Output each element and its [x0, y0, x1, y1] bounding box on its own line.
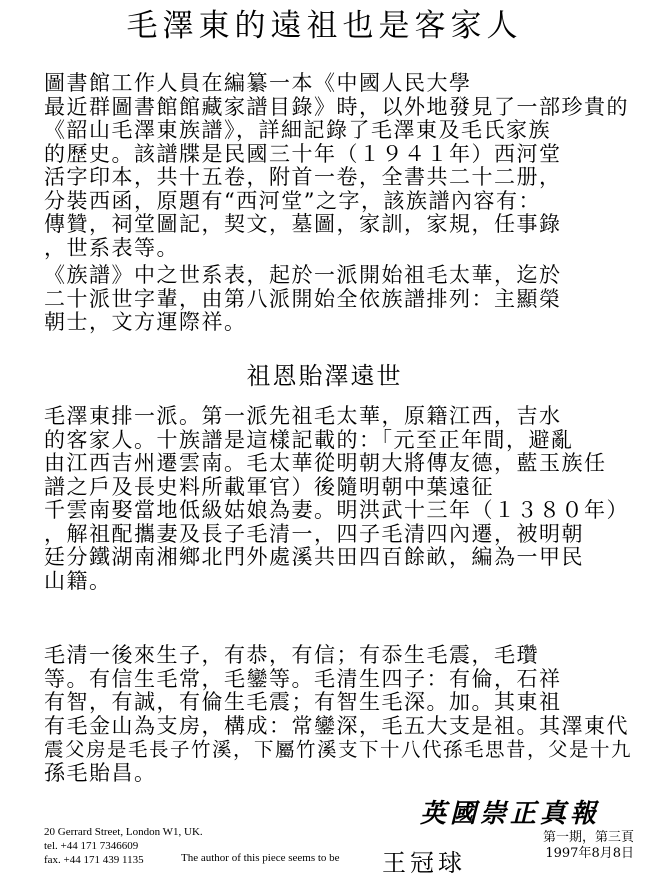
text-line: 孫毛貽昌。 [44, 760, 157, 785]
text-line: 山籍。 [44, 568, 112, 593]
text-line: 廷分鐵湖南湘鄉北門外處溪共田四百餘畝，編為一甲民 [44, 545, 584, 569]
text-line: 二十派世字輩，由第八派開始全依族譜排列：主顯榮 [44, 286, 562, 311]
text-line: 《韶山毛澤東族譜》，詳細記錄了毛澤東及毛氏家族 [44, 118, 551, 142]
text-line: 有毛金山為支房，構成：常鑾深，毛五大支是祖。其澤東代 [44, 713, 629, 738]
text-line: 分裝西函，原題有“西河堂”之字，該族譜內容有： [44, 188, 541, 213]
paragraph-1 [44, 72, 644, 260]
text-line: 傳贊，祠堂圖記，契文，墓圖，家訓，家規，任事錄 [44, 212, 562, 236]
text-line: 震父房是毛長子竹溪，下屬竹溪支下十八代孫毛思昔，父是十九 [44, 738, 633, 761]
section-subtitle: 祖恩貽澤遠世 [246, 362, 403, 390]
text-line: 圖書館工作人員在編纂一本《中國人民大學 [44, 71, 472, 95]
text-line: 《族譜》中之世系表，起於一派開始祖毛太華，迄於 [44, 263, 562, 287]
author-name: 王冠球 [382, 849, 466, 877]
author-note: The author of this piece seems to be [181, 852, 340, 864]
phone-line: tel. +44 171 7346609 [44, 840, 139, 852]
text-line: 有智，有誠，有倫生毛震；有智生毛深。加。其東祖 [44, 690, 562, 714]
fax-line: fax. +44 171 439 1135 [44, 854, 144, 866]
text-line: 由江西吉州遷雲南。毛太華從明朝大將傳友德，藍玉族任 [44, 451, 607, 475]
text-line: 譜之戶及長史料所載軍官）後隨明朝中葉遠征 [44, 474, 494, 499]
page-title: 毛澤東的遠祖也是客家人 [126, 8, 523, 44]
paragraph-2 [44, 264, 644, 335]
publication-signature: 英國崇正真報 [420, 799, 601, 829]
address-block [44, 825, 203, 867]
text-line: 的客家人。十族譜是這樣記載的：「元至正年間，避亂 [44, 427, 574, 452]
text-line: ，世系表等。 [44, 235, 179, 260]
text-line: 活字印本，共十五卷，附首一卷，全書共二十二册， [44, 165, 562, 189]
issue-info [498, 830, 634, 862]
text-line: 毛澤東排一派。第一派先祖毛太華，原籍江西，吉水 [44, 404, 562, 428]
text-line: ，解祖配攜妻及長子毛清一，四子毛清四內遷，被明朝 [44, 521, 584, 546]
text-line: 毛清一後來生子，有恭，有信；有忝生毛震，毛瓚 [44, 643, 539, 667]
issue-page: 第一期，第三頁 [542, 830, 634, 845]
paragraph-3 [44, 405, 644, 593]
text-line: 最近群圖書館館藏家譜目錄》時，以外地發見了一部珍貴的 [44, 94, 629, 119]
text-line: 千雲南娶當地低級姑娘為妻。明洪武十三年（１３８０年） [44, 498, 629, 522]
text-line: 等。有信生毛常，毛鑾等。毛清生四子：有倫，石祥 [44, 666, 562, 691]
issue-date: 1997年8月8日 [545, 846, 634, 861]
text-line: 的歷史。該譜牒是民國三十年（１９４１年）西河堂 [44, 141, 562, 166]
text-line: 朝士，文方運際祥。 [44, 310, 247, 334]
address-line: 20 Gerrard Street, London W1, UK. [44, 826, 203, 838]
paragraph-4 [44, 644, 644, 785]
